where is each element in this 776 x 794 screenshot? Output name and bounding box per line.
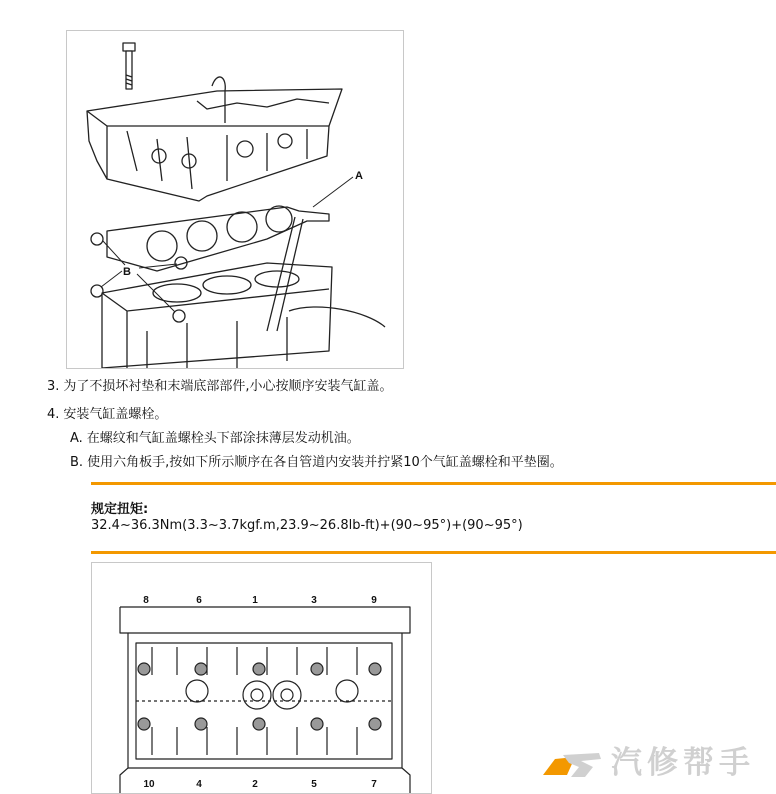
step-number: 3. (47, 379, 60, 394)
step-number: 4. (47, 407, 60, 422)
bolt-number-top: 6 (196, 595, 202, 606)
label-b: B (123, 266, 131, 278)
label-a: A (355, 170, 363, 182)
step-3 (47, 378, 393, 396)
bolt-number-bottom: 7 (371, 779, 377, 790)
step-4 (47, 406, 167, 424)
cylinder-head-gasket-figure (66, 30, 404, 369)
substep-a (70, 430, 360, 448)
torque-spec-box (91, 482, 776, 554)
substep-text: 使用六角板手,按如下所示顺序在各自管道内安装并拧紧10个气缸盖螺栓和平垫圈。 (87, 455, 563, 470)
car-logo-icon (541, 745, 605, 781)
spec-title: 规定扭矩: (91, 502, 149, 517)
substep-text: 在螺纹和气缸盖螺栓头下部涂抹薄层发动机油。 (86, 431, 360, 446)
bolt-sequence-figure (91, 562, 432, 794)
spec-value: 32.4~36.3Nm(3.3~3.7kgf.m,23.9~26.8lb-ft)+(90~95°)+(90~95°) (91, 518, 523, 533)
bolt-sequence-drawing (92, 563, 431, 793)
bolt-number-top: 1 (252, 595, 258, 606)
bolt-number-bottom: 10 (143, 779, 155, 790)
substep-letter: B. (70, 455, 84, 470)
cylinder-head-drawing (67, 31, 403, 368)
step-text: 为了不损坏衬垫和末端底部部件,小心按顺序安装气缸盖。 (63, 379, 393, 394)
bolt-number-top: 8 (143, 595, 149, 606)
bolt-number-top: 9 (371, 595, 377, 606)
step-text: 安装气缸盖螺栓。 (63, 407, 168, 422)
bolt-number-bottom: 5 (311, 779, 317, 790)
substep-letter: A. (70, 431, 83, 446)
bolt-number-top: 3 (311, 595, 317, 606)
bolt-number-bottom: 4 (196, 779, 202, 790)
watermark-text: 汽修帮手 (611, 745, 755, 781)
substep-b (70, 454, 563, 472)
bolt-number-bottom: 2 (252, 779, 258, 790)
watermark (541, 745, 773, 781)
